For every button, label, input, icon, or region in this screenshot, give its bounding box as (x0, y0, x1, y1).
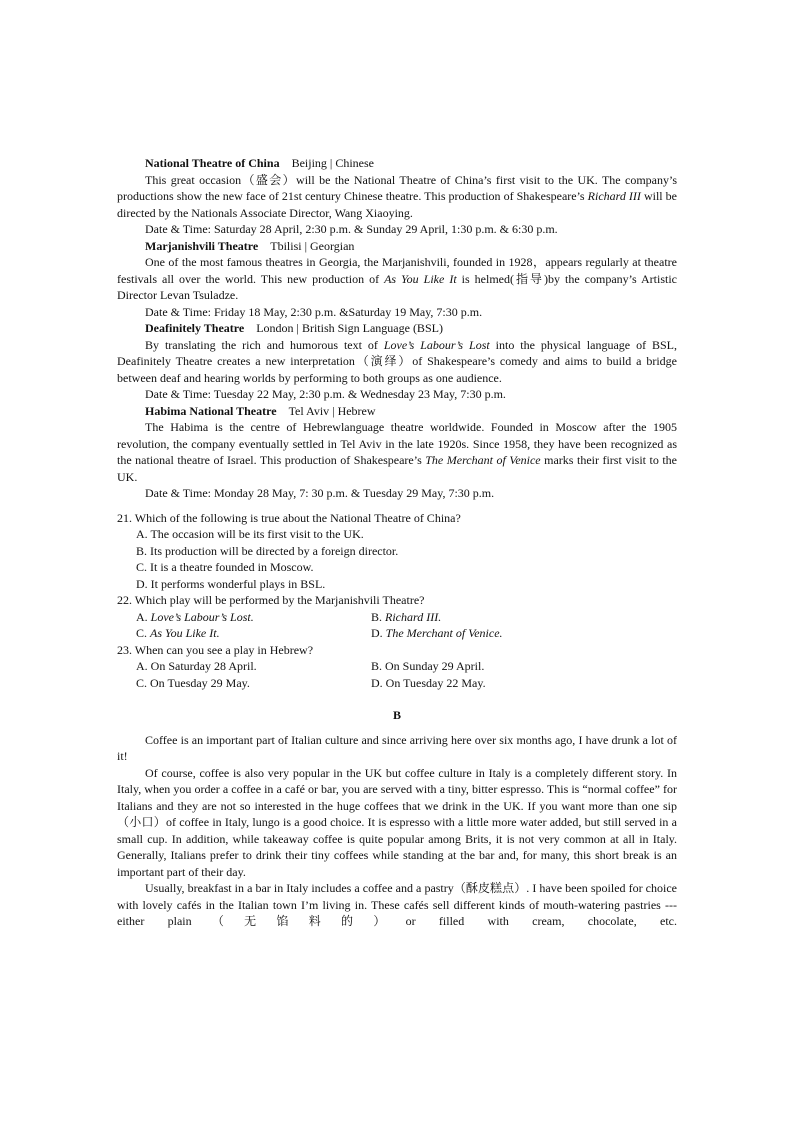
theatre-description: By translating the rich and humorous text of Love’s Labour’s Lost into the physical language of BSL, Deafinitely Theatre creates a new interpretation（演绎）of Shakespeare’s comedy and aims to build a bridge between deaf and hearing worlds by performing to both groups as one audience. (117, 337, 678, 385)
theatre-meta: Tel Aviv | Hebrew (288, 403, 376, 418)
play-title: As You Like It (384, 271, 457, 286)
section-heading: B (392, 708, 401, 722)
option-23-b[interactable]: B. On Sunday 29 April. (371, 659, 485, 673)
passage-paragraph: Of course, coffee is also very popular in the UK but coffee culture in Italy is a completely different story. In Italy, when you order a coffee in a café or bar, you are served with a tiny, bitter espresso. This is “normal coffee” for Italians and they are not so interested in the huge coffees that we drink in the UK. If you want more than one sip（小口）of coffee in Italy, lungo is a good choice. It is espresso with a little more water added, but still served in a small cup. In addition, while takeaway coffee is quite popular among Brits, it is not very common at all in Italy. Generally, Italians prefer to drink their tiny coffees while standing at the bar and, for many, this short break is an important part of their day. (117, 765, 677, 879)
theatre-datetime: Date & Time: Monday 28 May, 7: 30 p.m. & Tuesday 29 May, 7:30 p.m. (145, 486, 495, 500)
theatre-name: National Theatre of China (145, 156, 280, 170)
theatre-heading (117, 155, 677, 172)
theatre-meta: London | British Sign Language (BSL) (256, 321, 443, 335)
theatre-description: The Habima is the centre of Hebrewlanguage theatre worldwide. Founded in Moscow after the 1905 revolution, the company eventually settled in Tel Aviv in the late 1920s. Since 1958, they have been recognized as the national theatre of Israel. This production of Shakespeare’s The Merchant of Venice marks their first visit to the UK. (117, 420, 677, 484)
option-21-d[interactable]: D. It performs wonderful plays in BSL. (136, 576, 326, 591)
question-22: 22. Which play will be performed by the Marjanishvili Theatre? (117, 593, 425, 607)
theatre-datetime: Date & Time: Saturday 28 April, 2:30 p.m. & Sunday 29 April, 1:30 p.m. & 6:30 p.m. (145, 222, 558, 236)
theatre-name: Marjanishvili Theatre (145, 238, 259, 253)
option-21-c[interactable]: C. It is a theatre founded in Moscow. (136, 560, 314, 574)
theatre-datetime: Date & Time: Tuesday 22 May, 2:30 p.m. & Wednesday 23 May, 7:30 p.m. (145, 387, 506, 401)
document-page (117, 155, 677, 930)
theatre-name: Deafinitely Theatre (145, 321, 245, 335)
option-23-c[interactable]: C. On Tuesday 29 May. (136, 675, 250, 690)
passage-paragraph: Usually, breakfast in a bar in Italy includes a coffee and a pastry（酥皮糕点）. I have been spoiled for choice with lovely cafés in the Italian town I’m living in. These cafés sell different kinds of mouth-watering pastries --- either plain（无馅料的）or filled with cream, chocolate, etc. (117, 881, 677, 928)
passage-paragraph: Coffee is an important part of Italian culture and since arriving here over six months ago, I have drunk a lot of it! (117, 732, 677, 763)
theatre-datetime: Date & Time: Friday 18 May, 2:30 p.m. &Saturday 19 May, 7:30 p.m. (145, 304, 483, 319)
theatre-heading (117, 403, 677, 420)
option-21-a[interactable]: A. The occasion will be its first visit to the UK. (136, 527, 364, 541)
theatre-heading (117, 238, 677, 255)
option-22-a[interactable]: A. Love’s Labour’s Lost. (136, 609, 254, 624)
question-21: 21. Which of the following is true about the National Theatre of China? (117, 510, 461, 525)
option-21-b[interactable]: B. Its production will be directed by a foreign director. (136, 543, 399, 558)
play-title: The Merchant of Venice (425, 453, 541, 467)
theatre-name: Habima National Theatre (145, 403, 277, 418)
play-title: Love’s Labour’s Lost (383, 337, 490, 352)
option-23-a[interactable]: A. On Saturday 28 April. (136, 659, 257, 673)
theatre-description: This great occasion（盛会）will be the National Theatre of China’s first visit to the UK. The company’s productions show the new face of 21st century Chinese theatre. This production of Shakespeare’s Richard III will be directed by the Nationals Associate Director, Wang Xiaoying. (117, 172, 677, 220)
option-23-d[interactable]: D. On Tuesday 22 May. (371, 675, 486, 690)
options-row (117, 675, 677, 692)
options-row (117, 609, 677, 626)
option-22-c[interactable]: C. As You Like It. (136, 626, 220, 640)
options-row (117, 625, 677, 642)
question-23: 23. When can you see a play in Hebrew? (117, 642, 314, 657)
theatre-description: One of the most famous theatres in Georgia, the Marjanishvili, founded in 1928，appears regularly at theatre festivals all over the world. This new production of As You Like It is helmed(指导)by the company’s Artistic Director Levan Tsuladze. (117, 255, 677, 302)
option-22-b[interactable]: B. Richard III. (371, 609, 442, 624)
options-row (117, 658, 677, 675)
play-title: Richard III (587, 189, 641, 203)
option-22-d[interactable]: D. The Merchant of Venice. (371, 626, 503, 640)
theatre-meta: Tbilisi | Georgian (270, 238, 355, 253)
theatre-meta: Beijing | Chinese (291, 156, 374, 170)
theatre-heading (117, 320, 677, 337)
